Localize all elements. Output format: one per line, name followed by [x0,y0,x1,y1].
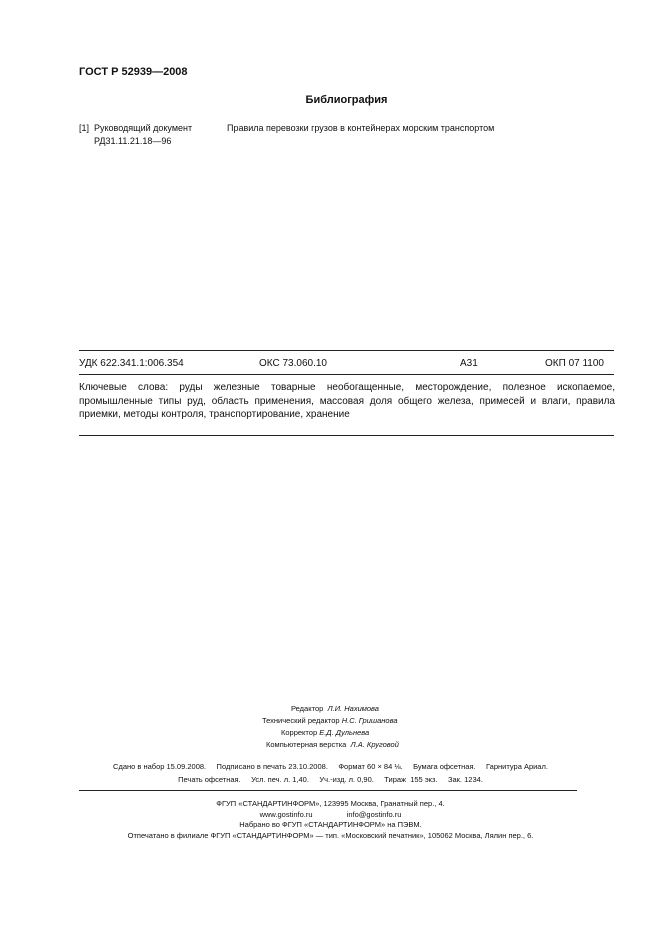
rule-top [79,350,614,351]
credit-layout [266,740,399,749]
credit-layout-name: Л.А. Круговой [350,740,399,749]
bibliography-title-text: Библиография [305,94,388,106]
credit-editor-name: Л.И. Нахимова [327,704,379,713]
keywords: Ключевые слова: руды железные товарные необогащенные, месторождение, полезное ископаемое, промышленные типы руд, область применения, массовая доля общего железа, примесей и влаги, правила приемки, методы контроля, транспортирование, хранение [79,382,615,420]
udk-code: УДК 622.341.1:006.354 [79,358,184,369]
credit-editor-label: Редактор [291,704,324,713]
credit-tech-editor [262,716,398,725]
credit-corrector [281,728,369,737]
rule-bottom [79,435,614,436]
publisher-printed: Отпечатано в филиале ФГУП «СТАНДАРТИНФОРМ» — тип. «Московский печатник», 105062 Москва, Лялин пер., 6. [127,831,534,840]
credit-corrector-name: Е.Д. Дульнева [319,728,370,737]
credit-tech-editor-label: Технический редактор [262,716,340,725]
print-info-line2 [0,775,661,784]
print-info-line2-text: Печать офсетная. Усл. печ. л. 1,40. Уч.-изд. л. 0,90. Тираж 155 экз. Зак. 1234. [178,775,483,784]
print-info-line1 [0,762,661,771]
oks-code: ОКС 73.060.10 [259,358,327,369]
print-info-line1-text: Сдано в набор 15.09.2008. Подписано в печать 23.10.2008. Формат 60 × 84 ⅛. Бумага офсетная. Гарнитура Ариал. [113,762,548,771]
reference-doc-type: Руководящий документ [94,123,193,133]
publisher-line1: ФГУП «СТАНДАРТИНФОРМ», 123995 Москва, Гранатный пер., 4. [216,799,445,808]
credit-editor [291,704,379,713]
reference-doc-title: Правила перевозки грузов в контейнерах морским транспортом [227,123,495,133]
credit-corrector-label: Корректор [281,728,318,737]
credit-tech-editor-name: Н.С. Гришанова [341,716,398,725]
publisher-typeset: Набрано во ФГУП «СТАНДАРТИНФОРМ» на ПЭВМ. [239,820,422,829]
group-code: А31 [460,358,478,369]
reference-number: [1] [79,123,90,133]
publisher-email[interactable]: info@gostinfo.ru [346,810,402,819]
rule-middle [79,374,614,375]
rule-print-info [79,790,577,791]
standard-code: ГОСТ Р 52939—2008 [79,66,188,78]
publisher-website[interactable]: www.gostinfo.ru [259,810,313,819]
okp-code: ОКП 07 1100 [545,358,604,369]
reference-doc-code: РД31.11.21.18—96 [94,136,172,146]
bibliography-title [0,94,661,106]
credit-layout-label: Компьютерная верстка [266,740,347,749]
publisher-contacts [0,810,661,819]
